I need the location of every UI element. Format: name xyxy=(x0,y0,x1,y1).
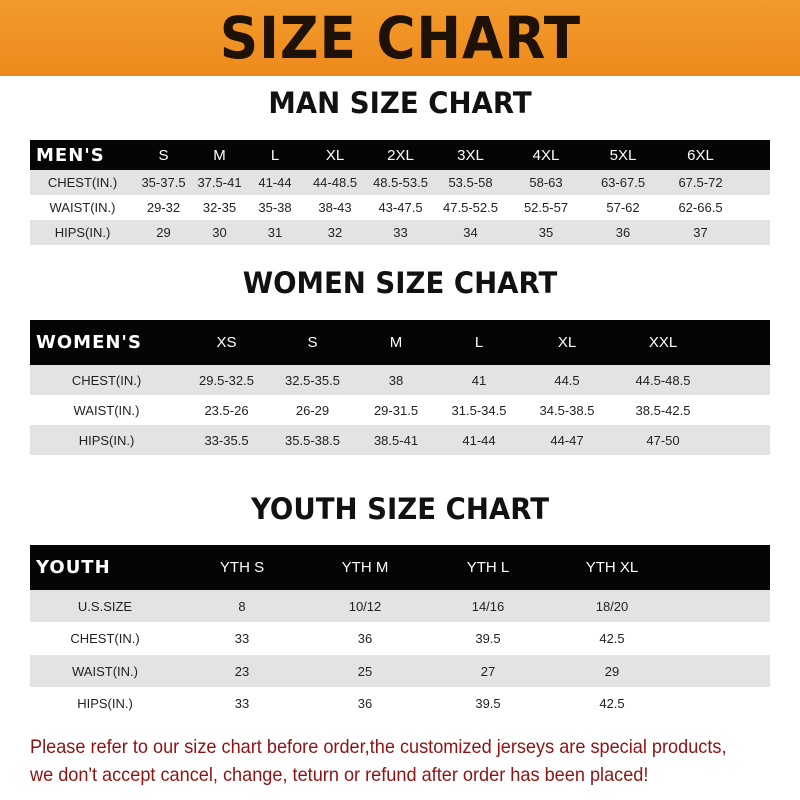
row-label: HIPS(IN.) xyxy=(30,425,183,455)
size-header: YTH M xyxy=(304,545,426,590)
measurement-cell: 25 xyxy=(304,655,426,687)
size-header: S xyxy=(270,320,355,365)
measurement-cell: 63-67.5 xyxy=(585,170,661,195)
header-row xyxy=(30,140,770,170)
youth-size-table xyxy=(30,545,770,720)
measurement-cell: 27 xyxy=(426,655,550,687)
size-header: M xyxy=(192,140,247,170)
measurement-cell: 35 xyxy=(507,220,585,245)
notice-line-1: Please refer to our size chart before order,the customized jerseys are special products, xyxy=(30,736,727,758)
measurement-cell: 31 xyxy=(247,220,303,245)
measurement-cell: 38-43 xyxy=(303,195,367,220)
measurement-cell: 62-66.5 xyxy=(661,195,740,220)
men-size-table xyxy=(30,140,770,245)
spacer-cell xyxy=(674,622,770,655)
measurement-cell: 53.5-58 xyxy=(434,170,507,195)
size-header: YTH XL xyxy=(550,545,674,590)
measurement-cell: 33 xyxy=(367,220,434,245)
measurement-cell: 18/20 xyxy=(550,590,674,622)
measurement-cell: 44-48.5 xyxy=(303,170,367,195)
measurement-cell: 38 xyxy=(355,365,437,395)
measurement-cell: 34 xyxy=(434,220,507,245)
header-row xyxy=(30,545,770,590)
measurement-cell: 37.5-41 xyxy=(192,170,247,195)
measurement-cell: 29-31.5 xyxy=(355,395,437,425)
spacer-cell xyxy=(740,140,770,170)
measurement-cell: 29.5-32.5 xyxy=(183,365,270,395)
women-size-table xyxy=(30,320,770,455)
spacer-cell xyxy=(713,395,770,425)
size-header: 3XL xyxy=(434,140,507,170)
measurement-cell: 67.5-72 xyxy=(661,170,740,195)
size-header: L xyxy=(437,320,521,365)
size-header: S xyxy=(135,140,192,170)
size-header: XS xyxy=(183,320,270,365)
women-chart-title: WOMEN SIZE CHART xyxy=(242,266,558,300)
measurement-cell: 29-32 xyxy=(135,195,192,220)
table-row xyxy=(30,170,770,195)
row-label: WAIST(IN.) xyxy=(30,655,180,687)
measurement-cell: 52.5-57 xyxy=(507,195,585,220)
measurement-cell: 32-35 xyxy=(192,195,247,220)
table-row xyxy=(30,590,770,622)
table-header-label: MEN'S xyxy=(30,140,135,170)
measurement-cell: 36 xyxy=(304,687,426,720)
measurement-cell: 39.5 xyxy=(426,622,550,655)
row-label: U.S.SIZE xyxy=(30,590,180,622)
size-header: XXL xyxy=(613,320,713,365)
row-label: CHEST(IN.) xyxy=(30,170,135,195)
table-row xyxy=(30,195,770,220)
measurement-cell: 47.5-52.5 xyxy=(434,195,507,220)
measurement-cell: 39.5 xyxy=(426,687,550,720)
measurement-cell: 14/16 xyxy=(426,590,550,622)
spacer-cell xyxy=(713,365,770,395)
spacer-cell xyxy=(713,320,770,365)
row-label: WAIST(IN.) xyxy=(30,395,183,425)
size-header: 5XL xyxy=(585,140,661,170)
table-row xyxy=(30,687,770,720)
measurement-cell: 31.5-34.5 xyxy=(437,395,521,425)
size-header: YTH L xyxy=(426,545,550,590)
size-header: XL xyxy=(521,320,613,365)
table-row xyxy=(30,655,770,687)
measurement-cell: 35-37.5 xyxy=(135,170,192,195)
banner-title: SIZE CHART xyxy=(219,4,581,72)
measurement-cell: 23 xyxy=(180,655,304,687)
measurement-cell: 37 xyxy=(661,220,740,245)
measurement-cell: 26-29 xyxy=(270,395,355,425)
spacer-cell xyxy=(674,687,770,720)
spacer-cell xyxy=(740,170,770,195)
measurement-cell: 32 xyxy=(303,220,367,245)
table-row xyxy=(30,395,770,425)
size-header: XL xyxy=(303,140,367,170)
measurement-cell: 34.5-38.5 xyxy=(521,395,613,425)
table-row xyxy=(30,425,770,455)
row-label: CHEST(IN.) xyxy=(30,622,180,655)
measurement-cell: 44-47 xyxy=(521,425,613,455)
size-chart-banner xyxy=(0,0,800,76)
table-header-label: YOUTH xyxy=(30,545,180,590)
spacer-cell xyxy=(740,220,770,245)
measurement-cell: 58-63 xyxy=(507,170,585,195)
size-header: M xyxy=(355,320,437,365)
measurement-cell: 36 xyxy=(304,622,426,655)
measurement-cell: 57-62 xyxy=(585,195,661,220)
measurement-cell: 41-44 xyxy=(247,170,303,195)
size-header: L xyxy=(247,140,303,170)
measurement-cell: 29 xyxy=(550,655,674,687)
size-header: 2XL xyxy=(367,140,434,170)
measurement-cell: 33 xyxy=(180,622,304,655)
measurement-cell: 30 xyxy=(192,220,247,245)
measurement-cell: 29 xyxy=(135,220,192,245)
measurement-cell: 47-50 xyxy=(613,425,713,455)
men-chart-title: MAN SIZE CHART xyxy=(268,86,532,120)
size-header: YTH S xyxy=(180,545,304,590)
measurement-cell: 36 xyxy=(585,220,661,245)
size-header: 4XL xyxy=(507,140,585,170)
measurement-cell: 44.5-48.5 xyxy=(613,365,713,395)
measurement-cell: 42.5 xyxy=(550,622,674,655)
measurement-cell: 43-47.5 xyxy=(367,195,434,220)
measurement-cell: 42.5 xyxy=(550,687,674,720)
measurement-cell: 44.5 xyxy=(521,365,613,395)
spacer-cell xyxy=(674,590,770,622)
row-label: CHEST(IN.) xyxy=(30,365,183,395)
order-notice xyxy=(30,733,737,789)
measurement-cell: 33 xyxy=(180,687,304,720)
measurement-cell: 33-35.5 xyxy=(183,425,270,455)
row-label: HIPS(IN.) xyxy=(30,687,180,720)
spacer-cell xyxy=(740,195,770,220)
spacer-cell xyxy=(713,425,770,455)
table-header-label: WOMEN'S xyxy=(30,320,183,365)
youth-chart-title: YOUTH SIZE CHART xyxy=(250,492,550,526)
table-row xyxy=(30,365,770,395)
measurement-cell: 41 xyxy=(437,365,521,395)
measurement-cell: 32.5-35.5 xyxy=(270,365,355,395)
measurement-cell: 10/12 xyxy=(304,590,426,622)
measurement-cell: 48.5-53.5 xyxy=(367,170,434,195)
header-row xyxy=(30,320,770,365)
spacer-cell xyxy=(674,545,770,590)
size-header: 6XL xyxy=(661,140,740,170)
table-row xyxy=(30,622,770,655)
measurement-cell: 38.5-42.5 xyxy=(613,395,713,425)
measurement-cell: 38.5-41 xyxy=(355,425,437,455)
measurement-cell: 41-44 xyxy=(437,425,521,455)
row-label: HIPS(IN.) xyxy=(30,220,135,245)
table-row xyxy=(30,220,770,245)
measurement-cell: 23.5-26 xyxy=(183,395,270,425)
spacer-cell xyxy=(674,655,770,687)
row-label: WAIST(IN.) xyxy=(30,195,135,220)
measurement-cell: 35-38 xyxy=(247,195,303,220)
measurement-cell: 35.5-38.5 xyxy=(270,425,355,455)
measurement-cell: 8 xyxy=(180,590,304,622)
notice-line-2: we don't accept cancel, change, teturn or refund after order has been placed! xyxy=(30,764,649,786)
